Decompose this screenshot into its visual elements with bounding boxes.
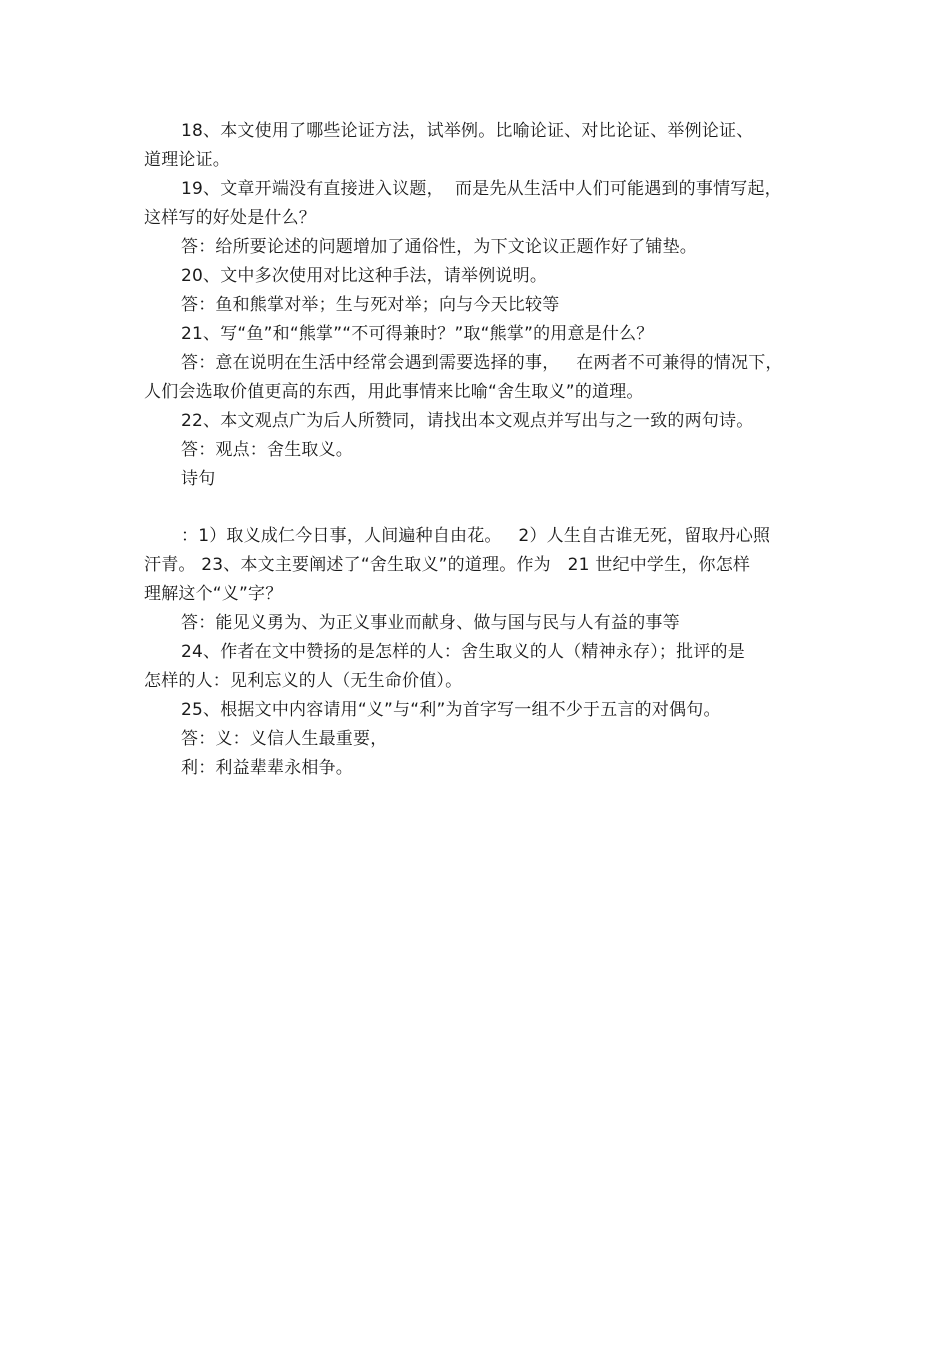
text-line: 诗句	[181, 469, 216, 489]
text-line: 答：能见义勇为、为正义事业而献身、做与国与民与人有益的事等	[181, 613, 680, 633]
text-line: 答：义：义信人生最重要，	[181, 729, 388, 749]
text-line: ：1）取义成仁今日事，人间遍种自由花。 2）人生自古谁无死，留取丹心照	[181, 526, 771, 546]
text-line: 24、作者在文中赞扬的是怎样的人：舍生取义的人（精神永存）；批评的是	[181, 642, 745, 662]
text-line: 答：鱼和熊掌对举；生与死对举；向与今天比较等	[181, 295, 560, 315]
text-line: 汗青。 23、本文主要阐述了“舍生取义”的道理。作为 21 世纪中学生，你怎样	[144, 555, 751, 575]
text-line: 18、本文使用了哪些论证方法，试举例。比喻论证、对比论证、举例论证、	[181, 121, 754, 141]
text-line: 道理论证。	[144, 150, 230, 170]
text-line: 人们会选取价值更高的东西，用此事情来比喻“舍生取义”的道理。	[144, 382, 644, 402]
text-line: 19、文章开端没有直接进入议题， 而是先从生活中人们可能遇到的事情写起，	[181, 179, 782, 199]
text-line: 理解这个“义”字？	[144, 584, 283, 604]
text-line: 25、根据文中内容请用“义”与“利”为首字写一组不少于五言的对偶句。	[181, 700, 721, 720]
text-line: 21、写“鱼”和“熊掌”“不可得兼时？”取“熊掌”的用意是什么？	[181, 324, 654, 344]
text-line: 答：意在说明在生活中经常会遇到需要选择的事， 在两者不可兼得的情况下，	[181, 353, 783, 373]
text-line: 答：观点：舍生取义。	[181, 440, 353, 460]
text-line: 答：给所要论述的问题增加了通俗性，为下文论议正题作好了铺垫。	[181, 237, 697, 257]
document-body	[144, 117, 804, 783]
text-line: 利：利益辈辈永相争。	[181, 758, 353, 778]
text-line: 怎样的人：见利忘义的人（无生命价值）。	[144, 671, 463, 691]
text-line: 22、本文观点广为后人所赞同，请找出本文观点并写出与之一致的两句诗。	[181, 411, 754, 431]
text-line: 这样写的好处是什么？	[144, 208, 316, 228]
text-line: 20、文中多次使用对比这种手法，请举例说明。	[181, 266, 548, 286]
blank-line	[144, 494, 804, 522]
